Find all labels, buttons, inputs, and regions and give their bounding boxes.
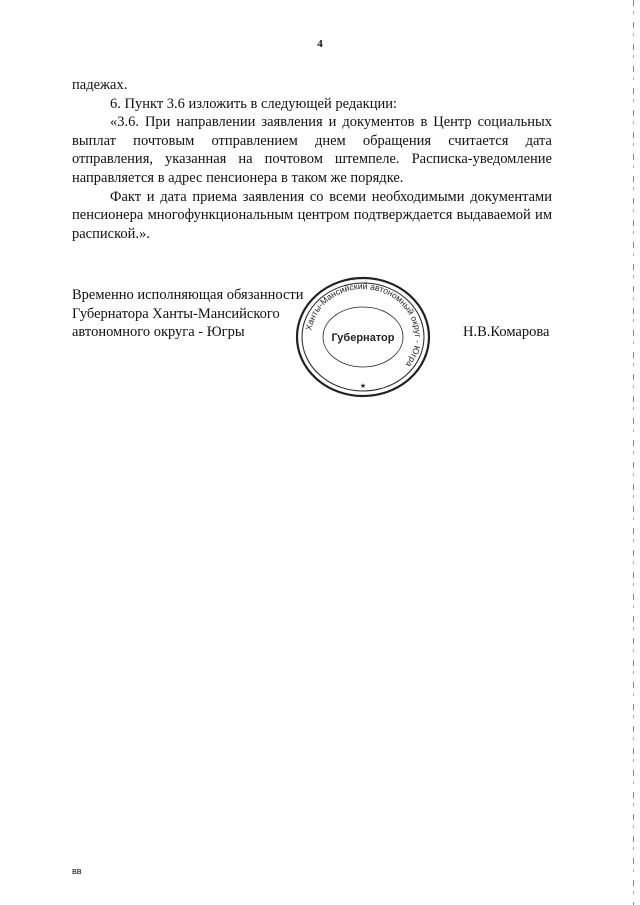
scan-edge-artifact: [633, 0, 634, 905]
signatory-name: Н.В.Комарова: [463, 324, 550, 340]
official-seal: [293, 275, 433, 400]
signatory-title-line: автономного округа - Югры: [72, 324, 245, 341]
seal-ring-text: Ханты-Мансийский автономный округ - Югра: [303, 280, 424, 370]
footer-code: вв: [72, 866, 82, 876]
page-number: 4: [317, 38, 323, 50]
paragraph-continuation: падежах.: [72, 77, 128, 93]
paragraph-item-6: 6. Пункт 3.6 изложить в следующей редакции:: [110, 95, 398, 112]
signatory-title: [72, 286, 312, 342]
paragraph-fact-date: Факт и дата приема заявления со всеми необходимыми документами пенсионера многофункциональным центром подтверждается выдаваемой им распиской.».: [72, 188, 552, 242]
signatory-title-line: Временно исполняющая обязанности: [72, 287, 304, 303]
seal-graphic: [293, 275, 433, 400]
paragraph-quote-3-6: «3.6. При направлении заявления и документов в Центр социальных выплат почтовым отправлением днем обращения считается дата отправления, указанная на почтовом штемпеле. Расписка-уведомление направляется в адрес пенсионера в таком же порядке.: [72, 114, 552, 186]
document-body: [72, 76, 552, 243]
signatory-title-line: Губернатора Ханты-Мансийского: [72, 305, 280, 322]
seal-star-icon: ★: [359, 383, 367, 390]
seal-center-text: Губернатор: [331, 332, 395, 344]
